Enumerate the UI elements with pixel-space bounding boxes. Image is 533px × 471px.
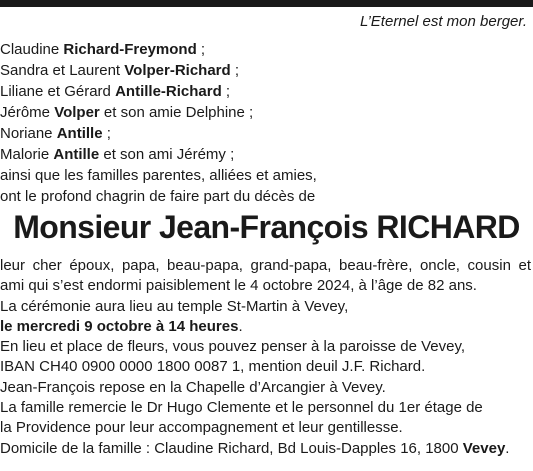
family-line — [0, 81, 317, 102]
body-line: En lieu et place de fleurs, vous pouvez penser à la paroisse de Vevey, — [0, 338, 466, 356]
family-address — [0, 439, 533, 459]
ceremony-date — [0, 317, 533, 337]
motto: L’Eternel est mon berger. — [359, 13, 527, 30]
body-line: leur cher époux, papa, beau-papa, grand-papa, beau-frère, oncle, cousin et — [0, 257, 531, 274]
family-name: Richard-Freymond — [63, 41, 197, 58]
family-line — [0, 165, 317, 186]
deceased-name: Monsieur Jean-François RICHARD — [13, 209, 520, 245]
family-line — [0, 123, 317, 144]
family-line-text: et son amie Delphine ; — [99, 104, 254, 121]
body-line-text: . — [238, 317, 243, 335]
body-line-text: Domicile de la famille : Claudine Richard, Bd Louis-Dapples 16, 1800 — [0, 439, 463, 457]
body-line-text: . — [505, 439, 510, 457]
family-line — [0, 144, 317, 165]
family-name: Antille-Richard — [115, 83, 222, 100]
family-name: Volper-Richard — [124, 62, 231, 79]
family-line-text: et son ami Jérémy ; — [99, 146, 235, 163]
family-line-text: ; — [230, 62, 240, 79]
body-line: Jean-François repose en la Chapelle d’Arcangier à Vevey. — [0, 378, 386, 396]
family-line-text: ont le profond chagrin de faire part du décès de — [0, 188, 316, 205]
family-line-text: Liliane et Gérard — [0, 83, 116, 100]
body-line: La cérémonie aura lieu au temple St-Martin à Vevey, — [0, 297, 349, 315]
family-line — [0, 60, 317, 81]
family-name: Antille — [53, 146, 100, 163]
family-name: Volper — [54, 104, 100, 121]
body-line: ami qui s’est endormi paisiblement le 4 octobre 2024, à l’âge de 82 ans. — [0, 277, 477, 295]
top-rule — [0, 0, 533, 7]
family-line-text: Claudine — [0, 41, 64, 58]
family-line-text: ; — [221, 83, 231, 100]
family-line-text: ; — [196, 41, 206, 58]
family-line-text: ; — [102, 125, 111, 142]
announcement-body — [0, 256, 533, 459]
body-line: la Providence pour leur accompagnement et leur gentillesse. — [0, 419, 403, 437]
body-line: La famille remercie le Dr Hugo Clemente et le personnel du 1er étage de — [0, 399, 483, 417]
family-line-text: Noriane — [0, 125, 57, 142]
family-line — [0, 102, 317, 123]
family-line — [0, 39, 317, 60]
family-line-text: Jérôme — [0, 104, 55, 121]
family-line-text: Malorie — [0, 146, 54, 163]
ceremony-date-text: le mercredi 9 octobre à 14 heures — [0, 317, 239, 335]
family-line-text: ainsi que les familles parentes, alliées et amies, — [0, 167, 317, 184]
iban-line: IBAN CH40 0900 0000 1800 0087 1, mention deuil J.F. Richard. — [0, 358, 426, 376]
address-city: Vevey — [462, 439, 506, 457]
family-line-text: Sandra et Laurent — [0, 62, 125, 79]
family-list — [0, 39, 317, 207]
family-name: Antille — [56, 125, 103, 142]
family-line — [0, 186, 317, 207]
